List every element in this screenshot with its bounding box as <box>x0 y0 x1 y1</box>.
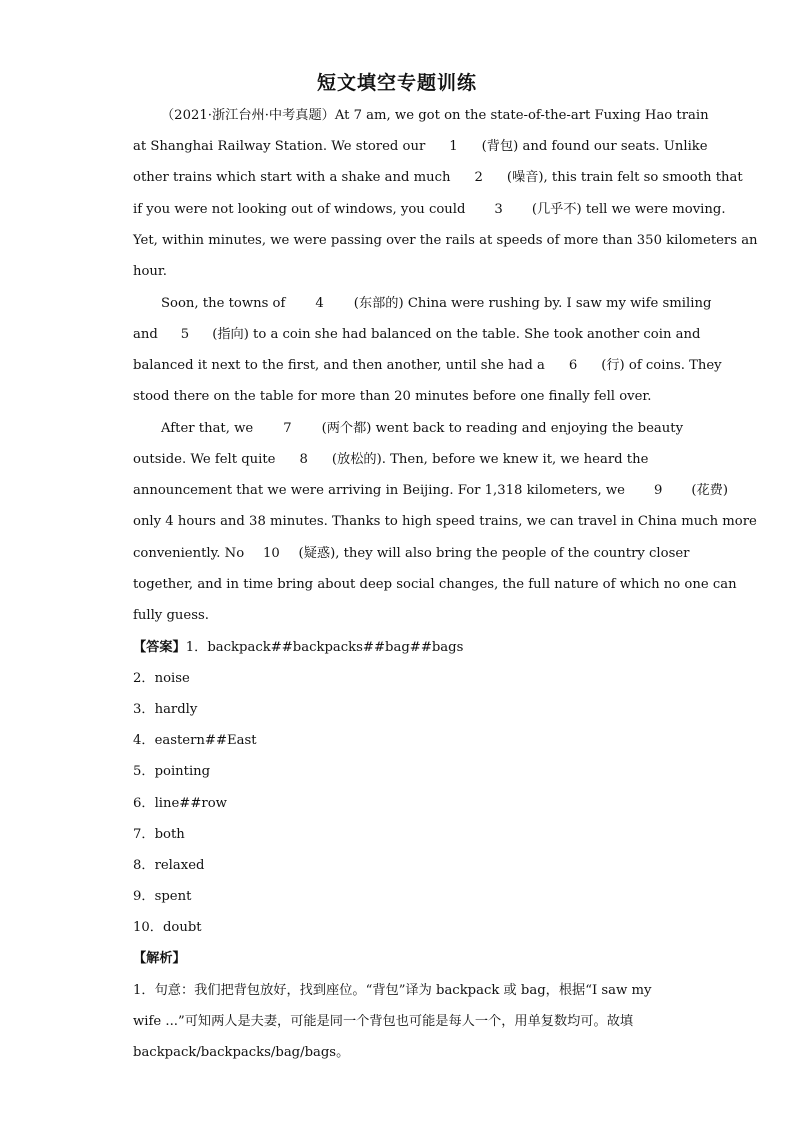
passage-line-2: at Shanghai Railway Station. We stored our 1 (背包) and found our seats. Unlike <box>133 137 673 157</box>
analysis-heading <box>133 949 673 969</box>
blank-9: 9 <box>653 483 663 498</box>
passage-line-9: balanced it next to the first, and then another, until she had a 6 (行) of coins. They <box>133 356 673 376</box>
answer-item: 5．pointing <box>133 764 211 779</box>
blank-10: 10 <box>262 546 280 561</box>
answer-label: 【答案】 <box>133 640 186 655</box>
answer-item: 7．both <box>133 827 185 842</box>
page-title: 短文填空专题训练 <box>316 72 477 94</box>
analysis-label: 【解析】 <box>133 951 186 966</box>
analysis-line: backpack/backpacks/bag/bags。 <box>133 1045 350 1060</box>
blank-8: 8 <box>299 452 308 467</box>
passage-line-11: After that, we 7 (两个都) went back to reading and enjoying the beauty <box>161 419 701 439</box>
passage-line-13: announcement that we were arriving in Beijing. For 1,318 kilometers, we 9 (花费) <box>133 481 673 501</box>
answer-item: 10．doubt <box>133 920 202 935</box>
blank-6: 6 <box>568 358 578 373</box>
answer-item: 9．spent <box>133 889 192 904</box>
answer-item: 3．hardly <box>133 702 198 717</box>
answer-item: 8．relaxed <box>133 858 205 873</box>
passage-line-10: stood there on the table for more than 20 minutes before one finally fell over. <box>133 389 652 404</box>
passage-line-5: Yet, within minutes, we were passing over the rails at speeds of more than 350 kilometers an <box>133 233 758 248</box>
analysis-line: wife ...”可知两人是夫妻，可能是同一个背包也可能是每人一个，用单复数均可。故填 <box>133 1014 634 1029</box>
answer-heading <box>133 638 673 658</box>
blank-1: 1 <box>449 139 458 154</box>
answer-item: 2．noise <box>133 671 190 686</box>
blank-3: 3 <box>494 202 503 217</box>
blank-4: 4 <box>315 296 324 311</box>
blank-2: 2 <box>474 170 483 185</box>
answer-item: 6．line##row <box>133 796 227 811</box>
passage-line-3: other trains which start with a shake and much 2 (噪音), this train felt so smooth that <box>133 168 673 188</box>
passage-line-4: if you were not looking out of windows, you could 3 (几乎不) tell we were moving. <box>133 200 673 220</box>
passage-line-12: outside. We felt quite 8 (放松的). Then, before we knew it, we heard the <box>133 450 673 470</box>
passage-line-8: and 5 (指向) to a coin she had balanced on the table. She took another coin and <box>133 325 673 345</box>
passage-line-6: hour. <box>133 264 167 279</box>
passage-line-1: （2021·浙江台州·中考真题）At 7 am, we got on the state-of-the-art Fuxing Hao train <box>161 108 709 123</box>
blank-7: 7 <box>283 421 292 436</box>
passage-line-7: Soon, the towns of 4 (东部的) China were rushing by. I saw my wife smiling <box>161 294 701 314</box>
blank-5: 5 <box>180 327 190 342</box>
answer-item: 4．eastern##East <box>133 733 257 748</box>
passage-line-14: only 4 hours and 38 minutes. Thanks to high speed trains, we can travel in China much more <box>133 514 757 529</box>
analysis-line: 1．句意：我们把背包放好，找到座位。“背包”译为 backpack 或 bag，根据“I saw my <box>133 983 652 998</box>
answer-item: 1．backpack##backpacks##bag##bags <box>185 640 464 655</box>
passage-line-17: fully guess. <box>133 608 209 623</box>
passage-line-15: conveniently. No 10 (疑惑), they will also bring the people of the country closer <box>133 544 673 564</box>
passage-line-16: together, and in time bring about deep social changes, the full nature of which no one can <box>133 577 737 592</box>
